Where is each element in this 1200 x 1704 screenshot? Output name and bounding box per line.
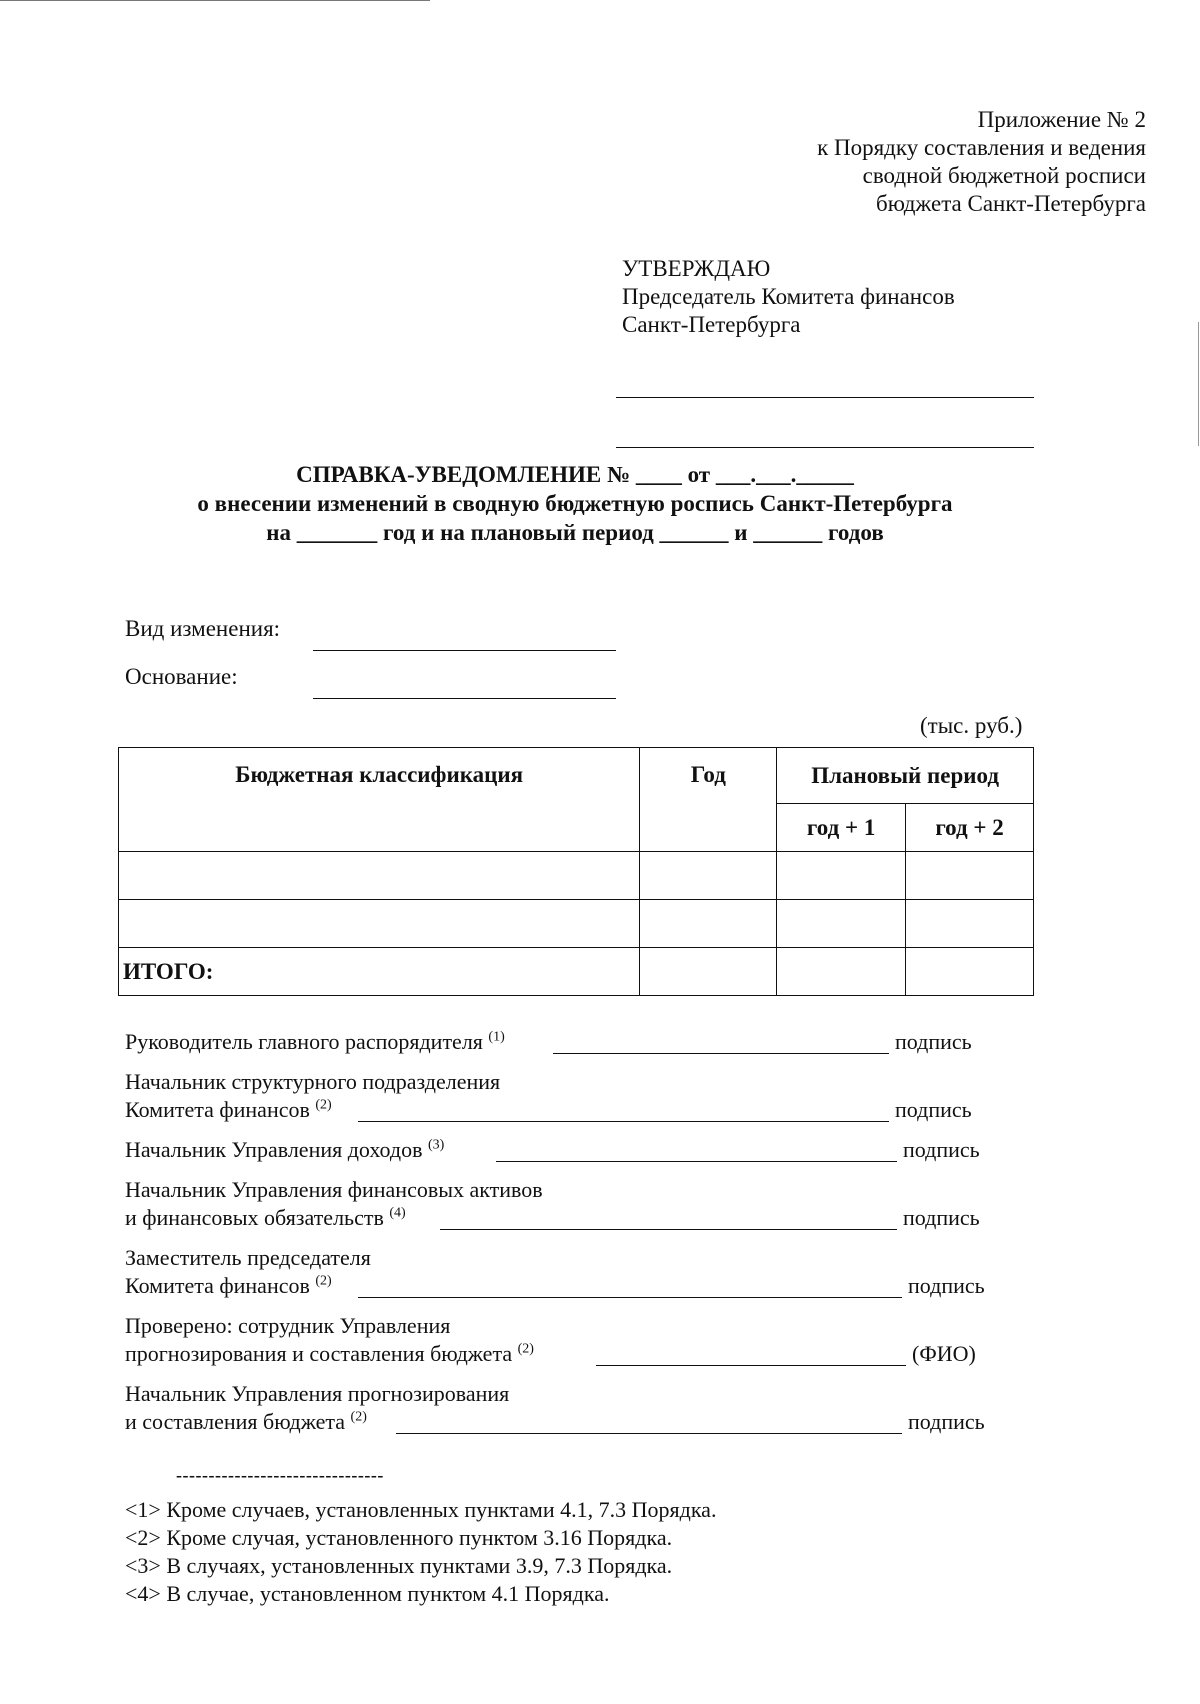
document-title: СПРАВКА-УВЕДОМЛЕНИЕ № ____ от ___.___._____ xyxy=(296,462,854,487)
total-row xyxy=(119,948,1034,996)
appendix-line: сводной бюджетной росписи xyxy=(862,163,1146,188)
signature-deputy-chairman xyxy=(125,1272,332,1300)
signature-label-line: Заместитель председателя xyxy=(125,1245,371,1270)
footnote-item: <1> Кроме случаев, установленных пунктами 4.1, 7.3 Порядка. xyxy=(125,1497,717,1522)
signature-word: подпись xyxy=(903,1137,980,1162)
signature-line[interactable] xyxy=(496,1161,897,1162)
header-plan-year2: год + 2 xyxy=(906,804,1034,852)
signature-line[interactable] xyxy=(358,1297,902,1298)
table-cell[interactable] xyxy=(119,900,640,948)
signature-label-line: Начальник Управления прогнозирования xyxy=(125,1381,510,1406)
signature-word: подпись xyxy=(908,1409,985,1434)
appendix-line: Приложение № 2 xyxy=(977,107,1146,132)
signature-word: подпись xyxy=(895,1097,972,1122)
signature-label-line: Начальник структурного подразделения xyxy=(125,1069,501,1094)
signature-label: Руководитель главного распорядителя xyxy=(125,1029,483,1054)
table-cell[interactable] xyxy=(906,852,1034,900)
table-cell[interactable] xyxy=(640,948,777,996)
signature-word: подпись xyxy=(908,1273,985,1298)
scan-edge-line-right xyxy=(1198,322,1199,446)
signature-label: и финансовых обязательств xyxy=(125,1205,384,1230)
table-cell[interactable] xyxy=(119,852,640,900)
header-classification: Бюджетная классификация xyxy=(119,748,640,852)
appendix-line: к Порядку составления и ведения xyxy=(817,135,1146,160)
signature-structural-unit xyxy=(125,1096,332,1124)
table-cell[interactable] xyxy=(640,900,777,948)
approval-city: Санкт-Петербурга xyxy=(622,312,801,337)
appendix-line: бюджета Санкт-Петербурга xyxy=(876,191,1146,216)
signature-label: Комитета финансов xyxy=(125,1273,310,1298)
table-row xyxy=(119,900,1034,948)
header-plan-period: Плановый период xyxy=(777,748,1034,804)
signature-financial-assets xyxy=(125,1204,406,1232)
signature-label-line: Начальник Управления финансовых активов xyxy=(125,1177,543,1202)
footnote-ref: (1) xyxy=(488,1029,505,1045)
signature-label: и составления бюджета xyxy=(125,1409,346,1434)
signature-line[interactable] xyxy=(440,1229,897,1230)
signature-line[interactable] xyxy=(396,1433,902,1434)
footnote-ref: (4) xyxy=(389,1205,406,1221)
basis-label: Основание: xyxy=(125,664,238,689)
signature-line[interactable] xyxy=(596,1365,906,1366)
footnotes xyxy=(125,1496,716,1608)
approval-block xyxy=(622,255,955,339)
table-row xyxy=(119,852,1034,900)
footnote-item: <3> В случаях, установленных пунктами 3.9, 7.3 Порядка. xyxy=(125,1553,673,1578)
signature-label: Начальник Управления доходов xyxy=(125,1137,423,1162)
signature-checked-by xyxy=(125,1340,534,1368)
footnote-ref: (3) xyxy=(427,1137,445,1153)
signature-word: подпись xyxy=(903,1205,980,1230)
appendix-reference xyxy=(626,106,1146,218)
signature-head-of-distributor xyxy=(125,1028,505,1056)
change-type-field[interactable] xyxy=(313,650,616,651)
footnote-ref: (2) xyxy=(350,1409,367,1425)
footnote-item: <4> В случае, установленном пунктом 4.1 Порядка. xyxy=(125,1581,610,1606)
signature-label: прогнозирования и составления бюджета xyxy=(125,1341,513,1366)
approval-date-line xyxy=(616,447,1034,448)
basis-field[interactable] xyxy=(313,698,616,699)
signature-line[interactable] xyxy=(358,1121,889,1122)
total-label: ИТОГО: xyxy=(119,948,640,996)
change-type-label: Вид изменения: xyxy=(125,616,281,641)
signature-line[interactable] xyxy=(553,1053,889,1054)
table-cell[interactable] xyxy=(906,900,1034,948)
budget-table xyxy=(118,747,1034,996)
table-cell[interactable] xyxy=(640,852,777,900)
scan-edge-line xyxy=(0,0,430,1)
document-period: на _______ год и на плановый период ______ и ______ годов xyxy=(266,520,884,545)
approval-position: Председатель Комитета финансов xyxy=(622,284,955,309)
signature-forecasting-head xyxy=(125,1408,367,1436)
header-plan-year1: год + 1 xyxy=(777,804,906,852)
table-cell[interactable] xyxy=(777,900,906,948)
table-cell[interactable] xyxy=(777,852,906,900)
footnote-separator: -------------------------------- xyxy=(176,1465,384,1485)
approval-heading: УТВЕРЖДАЮ xyxy=(622,256,771,281)
signature-label-line: Проверено: сотрудник Управления xyxy=(125,1313,451,1338)
table-cell[interactable] xyxy=(906,948,1034,996)
footnote-item: <2> Кроме случая, установленного пунктом 3.16 Порядка. xyxy=(125,1525,673,1550)
signature-word: (ФИО) xyxy=(912,1341,976,1366)
footnote-ref: (2) xyxy=(315,1097,332,1113)
footnote-ref: (2) xyxy=(517,1341,534,1357)
document-subtitle: о внесении изменений в сводную бюджетную роспись Санкт-Петербурга xyxy=(197,491,953,516)
units-label: (тыс. руб.) xyxy=(920,713,1023,738)
header-year: Год xyxy=(640,748,777,852)
signature-revenue-head xyxy=(125,1136,444,1164)
approval-signature-line xyxy=(616,397,1034,398)
table-cell[interactable] xyxy=(777,948,906,996)
signature-word: подпись xyxy=(895,1029,972,1054)
signature-label: Комитета финансов xyxy=(125,1097,310,1122)
footnote-ref: (2) xyxy=(315,1273,332,1289)
